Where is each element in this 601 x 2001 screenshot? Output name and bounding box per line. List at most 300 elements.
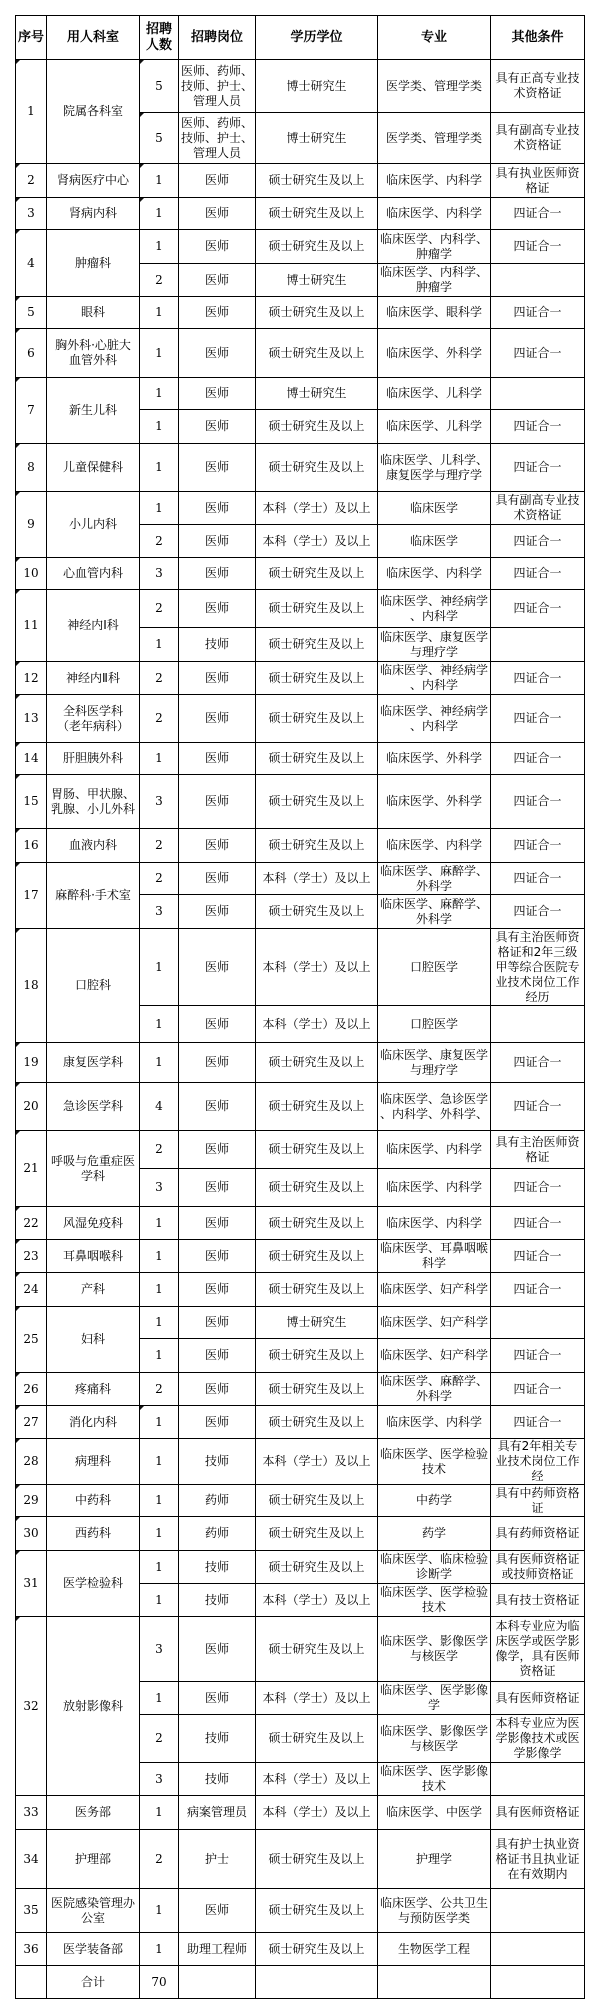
cell-major: 临床医学、康复医学与理疗学: [378, 628, 491, 662]
dept-text: 康复医学科: [62, 1055, 123, 1069]
cell-other: 四证合一: [491, 1207, 585, 1240]
cell-post: 药师: [179, 1485, 256, 1517]
cell-dept: [47, 558, 140, 590]
cell-major: 临床医学、内科学: [378, 558, 491, 590]
dept-text: 心血管内科: [62, 566, 123, 580]
dept-text: 肝胆胰外科: [62, 751, 123, 765]
cell-other: 具有药师资格证: [491, 1517, 585, 1551]
cell-education: 硕士研究生及以上: [256, 590, 378, 628]
table-row: [16, 775, 585, 829]
cell-major: 临床医学、内科学、肿瘤学: [378, 264, 491, 297]
cell-education: 博士研究生: [256, 378, 378, 410]
seq-text: 28: [23, 1454, 39, 1468]
cell-seq: [16, 1131, 47, 1207]
cell-dept: [47, 1551, 140, 1617]
cell-other: 四证合一: [491, 1339, 585, 1373]
cell-major: 中药学: [378, 1485, 491, 1517]
table-row: [16, 1830, 585, 1889]
cell-major: 临床医学、外科学: [378, 775, 491, 829]
table-row: [16, 230, 585, 264]
cell-post: 医师: [179, 410, 256, 444]
dept-text: 医学检验科: [62, 1576, 123, 1590]
cell-education: 博士研究生: [256, 264, 378, 297]
cell-major: 口腔医学: [378, 929, 491, 1006]
table-row: [16, 164, 585, 198]
cell-other: 四证合一: [491, 297, 585, 329]
dept-text: 眼科: [80, 305, 105, 319]
cell-marker-icon: [16, 863, 20, 867]
cell-education: 硕士研究生及以上: [256, 1517, 378, 1551]
cell-count: 1: [140, 1551, 179, 1584]
cell-seq: [16, 444, 47, 492]
cell-education: 硕士研究生及以上: [256, 1485, 378, 1517]
cell-education: 硕士研究生及以上: [256, 297, 378, 329]
table-row: [16, 558, 585, 590]
cell-dept: [47, 829, 140, 863]
cell-seq: [16, 1485, 47, 1517]
cell-marker-icon: [16, 198, 20, 202]
count-text: 1: [155, 173, 163, 187]
dept-text: 肾病医疗中心: [56, 173, 129, 187]
dept-text: 医学装备部: [62, 1941, 123, 1956]
cell-major: 临床医学、医学检验技术: [378, 1439, 491, 1485]
cell-major: [378, 1966, 491, 1999]
cell-major: 临床医学、影像医学与核医学: [378, 1715, 491, 1763]
cell-education: 博士研究生: [256, 113, 378, 164]
cell-education: 本科（学士）及以上: [256, 1439, 378, 1485]
dept-text: 疼痛科: [74, 1381, 111, 1396]
cell-post: 医师: [179, 743, 256, 775]
cell-marker-icon: [16, 1485, 20, 1489]
dept-text: 小儿内科: [68, 517, 117, 531]
table-row: [16, 829, 585, 863]
cell-count: [140, 198, 179, 230]
cell-major: 临床医学、康复医学与理疗学: [378, 1043, 491, 1083]
cell-major: 临床医学、中医学: [378, 1796, 491, 1830]
cell-seq: 36: [16, 1933, 47, 1966]
count-text: 1: [155, 206, 163, 220]
cell-major: 临床医学、儿科学: [378, 378, 491, 410]
header-dept: 用人科室: [47, 16, 140, 60]
cell-education: [256, 1966, 378, 1999]
cell-seq: [16, 829, 47, 863]
cell-major: 临床医学、内科学: [378, 1169, 491, 1207]
cell-other: 本科专业应为医学影像技术或医学影像学: [491, 1715, 585, 1763]
cell-education: 本科（学士）及以上: [256, 525, 378, 558]
cell-major: 临床医学: [378, 492, 491, 525]
cell-major: 临床医学、医学影像学: [378, 1682, 491, 1715]
cell-other: 四证合一: [491, 1406, 585, 1439]
cell-post: 医师: [179, 1169, 256, 1207]
cell-post: 医师: [179, 895, 256, 929]
cell-post: 医师、药师、技师、护士、管理人员: [179, 60, 256, 113]
cell-seq: [16, 1307, 47, 1373]
cell-other: 具有副高专业技术资格证: [491, 492, 585, 525]
cell-education: 硕士研究生及以上: [256, 1131, 378, 1169]
cell-count: 2: [140, 1373, 179, 1406]
cell-seq: [16, 378, 47, 444]
dept-text: 肿瘤科: [74, 255, 111, 270]
cell-major: 临床医学、内科学: [378, 1131, 491, 1169]
table-row: [16, 198, 585, 230]
cell-dept: [47, 929, 140, 1043]
cell-count: 2: [140, 829, 179, 863]
cell-count: 2: [140, 525, 179, 558]
cell-marker-icon: [16, 590, 20, 594]
cell-count: 2: [140, 695, 179, 743]
cell-seq: [16, 492, 47, 558]
cell-major: 临床医学、儿科学、康复医学与理疗学: [378, 444, 491, 492]
cell-post: 医师: [179, 525, 256, 558]
cell-count: 1: [140, 1273, 179, 1307]
cell-post: 医师: [179, 1083, 256, 1131]
cell-education: 本科（学士）及以上: [256, 1682, 378, 1715]
cell-major: 护理学: [378, 1830, 491, 1889]
table-row: [16, 863, 585, 895]
cell-education: 硕士研究生及以上: [256, 1889, 378, 1933]
table-row: [16, 1406, 585, 1439]
dept-text: 血液内科: [68, 838, 117, 852]
cell-other: 具有主治医师资格证和2年三级甲等综合医院专业技术岗位工作经历: [491, 929, 585, 1006]
cell-education: 硕士研究生及以上: [256, 1830, 378, 1889]
seq-text: 6: [27, 345, 35, 360]
table-row: [16, 60, 585, 113]
cell-count: 3: [140, 558, 179, 590]
cell-post: 医师: [179, 662, 256, 695]
cell-major: 生物医学工程: [378, 1933, 491, 1966]
dept-text: 神经内Ⅱ科: [66, 670, 120, 685]
cell-seq: [16, 1517, 47, 1551]
dept-text: 护理部: [74, 1851, 111, 1866]
seq-text: 31: [23, 1576, 39, 1590]
dept-text: 麻醉科·手术室: [55, 888, 131, 902]
cell-post: 医师: [179, 1207, 256, 1240]
cell-post: 技师: [179, 1584, 256, 1617]
cell-marker-icon: [16, 1273, 20, 1277]
dept-text: 胃肠、甲状腺、乳腺、小儿外科: [50, 786, 135, 816]
table-row: [16, 1083, 585, 1131]
header-count: 招聘人数: [140, 16, 179, 60]
cell-marker-icon: [16, 329, 20, 333]
cell-education: 硕士研究生及以上: [256, 1207, 378, 1240]
cell-marker-icon: [16, 558, 20, 562]
cell-marker-icon: [16, 743, 20, 747]
count-text: 5: [155, 130, 163, 145]
seq-text: 1: [27, 104, 35, 118]
cell-education: 硕士研究生及以上: [256, 444, 378, 492]
seq-text: 18: [23, 978, 39, 992]
cell-other: 四证合一: [491, 863, 585, 895]
seq-text: 16: [23, 838, 39, 852]
cell-education: 硕士研究生及以上: [256, 1715, 378, 1763]
cell-count: [140, 1406, 179, 1439]
table-row: [16, 1373, 585, 1406]
cell-education: 硕士研究生及以上: [256, 1339, 378, 1373]
cell-count: 2: [140, 863, 179, 895]
cell-post: 医师: [179, 1240, 256, 1273]
dept-text: 神经内Ⅰ科: [67, 618, 119, 632]
cell-seq: [16, 1373, 47, 1406]
dept-text: 耳鼻咽喉科: [62, 1248, 123, 1263]
cell-seq: [16, 1966, 47, 1999]
cell-other: [491, 1889, 585, 1933]
cell-other: 四证合一: [491, 1043, 585, 1083]
cell-major: 临床医学、公共卫生与预防医学类: [378, 1889, 491, 1933]
cell-seq: [16, 863, 47, 929]
cell-education: 硕士研究生及以上: [256, 1373, 378, 1406]
cell-post: 医师: [179, 230, 256, 264]
cell-dept: [47, 230, 140, 297]
cell-major: 临床医学、外科学: [378, 329, 491, 378]
cell-marker-icon: [140, 1406, 144, 1410]
cell-post: [179, 1966, 256, 1999]
cell-education: 硕士研究生及以上: [256, 895, 378, 929]
table-row: [16, 1207, 585, 1240]
table-row: [16, 1131, 585, 1169]
cell-post: 医师: [179, 164, 256, 198]
cell-education: 硕士研究生及以上: [256, 662, 378, 695]
cell-count: 1: [140, 444, 179, 492]
cell-education: 本科（学士）及以上: [256, 1796, 378, 1830]
cell-major: 临床医学、麻醉学、外科学: [378, 895, 491, 929]
cell-education: 硕士研究生及以上: [256, 558, 378, 590]
cell-education: 博士研究生: [256, 1307, 378, 1339]
cell-other: 四证合一: [491, 558, 585, 590]
cell-other: [491, 1933, 585, 1966]
cell-other: 四证合一: [491, 695, 585, 743]
cell-marker-icon: [16, 1043, 20, 1047]
cell-major: 临床医学、医学影像技术: [378, 1763, 491, 1796]
cell-post: 医师: [179, 1131, 256, 1169]
table-row: [16, 1889, 585, 1933]
cell-dept: [47, 492, 140, 558]
table-row: [16, 329, 585, 378]
cell-seq: [16, 1207, 47, 1240]
cell-post: 医师: [179, 297, 256, 329]
cell-count: 1: [140, 1339, 179, 1373]
cell-other: 四证合一: [491, 1273, 585, 1307]
seq-text: 30: [23, 1526, 39, 1540]
cell-dept: [47, 444, 140, 492]
cell-count: 2: [140, 1131, 179, 1169]
cell-count: 1: [140, 230, 179, 264]
cell-count: 2: [140, 1830, 179, 1889]
table-row: [16, 297, 585, 329]
cell-education: 本科（学士）及以上: [256, 1006, 378, 1043]
cell-major: 临床医学、眼科学: [378, 297, 491, 329]
cell-major: 临床医学、麻醉学、外科学: [378, 863, 491, 895]
cell-post: 医师: [179, 1006, 256, 1043]
cell-major: 临床医学、急诊医学、内科学、外科学、: [378, 1083, 491, 1131]
cell-dept: [47, 1933, 140, 1966]
cell-seq: [16, 1439, 47, 1485]
cell-education: 硕士研究生及以上: [256, 829, 378, 863]
cell-count: 3: [140, 895, 179, 929]
cell-marker-icon: [16, 297, 20, 301]
cell-other: 四证合一: [491, 775, 585, 829]
seq-text: 26: [23, 1381, 39, 1396]
cell-count: 1: [140, 410, 179, 444]
cell-post: 医师: [179, 444, 256, 492]
cell-count: 3: [140, 775, 179, 829]
cell-post: 医师: [179, 929, 256, 1006]
cell-other: 具有医师资格证: [491, 1682, 585, 1715]
cell-count: 1: [140, 1796, 179, 1830]
seq-text: 27: [23, 1414, 39, 1429]
cell-post: 技师: [179, 1551, 256, 1584]
cell-post: 医师: [179, 590, 256, 628]
cell-major: 临床医学、影像医学与核医学: [378, 1617, 491, 1682]
cell-other: 本科专业应为临床医学或医学影像学，具有医师资格证: [491, 1617, 585, 1682]
dept-text: 西药科: [74, 1526, 111, 1540]
cell-post: 医师: [179, 1406, 256, 1439]
cell-dept: [47, 1043, 140, 1083]
cell-education: 本科（学士）及以上: [256, 929, 378, 1006]
cell-marker-icon: [16, 775, 20, 779]
cell-count: 3: [140, 1617, 179, 1682]
table-row: [16, 378, 585, 410]
cell-post: 病案管理员: [179, 1796, 256, 1830]
seq-text: 29: [23, 1493, 39, 1507]
cell-education: 硕士研究生及以上: [256, 775, 378, 829]
cell-other: [491, 1763, 585, 1796]
cell-count: 1: [140, 1043, 179, 1083]
dept-text: 儿童保健科: [62, 460, 123, 474]
seq-text: 32: [23, 1698, 39, 1713]
recruitment-table: [15, 15, 585, 1999]
cell-marker-icon: [16, 829, 20, 833]
cell-count: 1: [140, 1517, 179, 1551]
cell-marker-icon: [16, 1439, 20, 1443]
cell-count: 3: [140, 1169, 179, 1207]
cell-dept: [47, 743, 140, 775]
cell-post: 药师: [179, 1517, 256, 1551]
cell-dept: [47, 1083, 140, 1131]
cell-seq: [16, 1406, 47, 1439]
dept-text: 放射影像科: [62, 1698, 123, 1713]
cell-seq: [16, 1273, 47, 1307]
cell-seq: [16, 695, 47, 743]
cell-major: 临床医学: [378, 525, 491, 558]
cell-marker-icon: [16, 1131, 20, 1135]
cell-post: 医师: [179, 1043, 256, 1083]
cell-count: 4: [140, 1083, 179, 1131]
cell-marker-icon: [16, 1551, 20, 1555]
cell-dept: [47, 1131, 140, 1207]
dept-text: 呼吸与危重症医学科: [50, 1153, 135, 1183]
dept-text: 消化内科: [68, 1414, 117, 1429]
cell-dept: [47, 1830, 140, 1889]
cell-other: 具有技士资格证: [491, 1584, 585, 1617]
cell-dept: [47, 164, 140, 198]
cell-education: 硕士研究生及以上: [256, 1169, 378, 1207]
cell-marker-icon: [16, 1406, 20, 1410]
cell-seq: [16, 590, 47, 662]
count-text: 1: [155, 1414, 163, 1429]
cell-dept: [47, 662, 140, 695]
cell-marker-icon: [16, 60, 20, 64]
table-row: [16, 1796, 585, 1830]
seq-text: 17: [23, 888, 39, 902]
cell-education: 本科（学士）及以上: [256, 863, 378, 895]
cell-count: 2: [140, 1715, 179, 1763]
count-text: 5: [155, 78, 163, 93]
cell-post: 医师: [179, 695, 256, 743]
cell-other: [491, 1006, 585, 1043]
cell-other: 四证合一: [491, 895, 585, 929]
dept-text: 院属各科室: [62, 104, 123, 118]
cell-other: 四证合一: [491, 198, 585, 230]
table-row: [16, 1273, 585, 1307]
header-row: [16, 16, 585, 60]
table-row: [16, 492, 585, 525]
cell-post: 技师: [179, 1715, 256, 1763]
cell-count: 1: [140, 492, 179, 525]
cell-dept: [47, 198, 140, 230]
seq-text: 10: [23, 566, 39, 580]
cell-other: 四证合一: [491, 590, 585, 628]
cell-count: 1: [140, 1889, 179, 1933]
cell-major: 临床医学、耳鼻咽喉科学: [378, 1240, 491, 1273]
cell-seq: [16, 198, 47, 230]
cell-other: 具有副高专业技术资格证: [491, 113, 585, 164]
cell-seq: [16, 297, 47, 329]
cell-marker-icon: [16, 662, 20, 666]
cell-major: 临床医学、内科学: [378, 198, 491, 230]
cell-count: 1: [140, 743, 179, 775]
cell-education: 硕士研究生及以上: [256, 695, 378, 743]
cell-education: 硕士研究生及以上: [256, 410, 378, 444]
cell-dept: [47, 1406, 140, 1439]
cell-marker-icon: [16, 1240, 20, 1244]
table-row: [16, 1307, 585, 1339]
header-other: 其他条件: [491, 16, 585, 60]
cell-marker-icon: [140, 60, 144, 64]
cell-other: 四证合一: [491, 662, 585, 695]
dept-text: 产科: [80, 1282, 105, 1296]
dept-text: 全科医学科（老年病科）: [56, 703, 129, 733]
seq-text: 5: [27, 305, 35, 319]
dept-text: 急诊医学科: [62, 1099, 123, 1113]
cell-count: 1: [140, 1207, 179, 1240]
cell-count: 1: [140, 1439, 179, 1485]
cell-dept: [47, 1240, 140, 1273]
cell-marker-icon: [16, 1083, 20, 1087]
cell-other: 四证合一: [491, 1240, 585, 1273]
cell-post: 医师: [179, 1889, 256, 1933]
cell-post: 医师: [179, 1273, 256, 1307]
cell-other: 四证合一: [491, 329, 585, 378]
seq-text: 21: [23, 1161, 39, 1175]
cell-other: 具有2年相关专业技术岗位工作经: [491, 1439, 585, 1485]
cell-dept: [47, 1796, 140, 1830]
dept-text: 口腔科: [74, 978, 111, 992]
cell-seq: [16, 230, 47, 297]
cell-marker-icon: [140, 113, 144, 117]
cell-post: 医师: [179, 558, 256, 590]
cell-seq: [16, 1083, 47, 1131]
cell-marker-icon: [16, 492, 20, 496]
cell-major: 临床医学、神经病学、内科学: [378, 590, 491, 628]
table-row: [16, 1517, 585, 1551]
dept-text: 胸外科·心脏大血管外科: [55, 338, 131, 367]
seq-text: 11: [23, 618, 39, 632]
cell-seq: [16, 164, 47, 198]
cell-other: 具有护士执业资格证书且执业证在有效期内: [491, 1830, 585, 1889]
dept-text: 中药科: [74, 1493, 111, 1507]
cell-other: 四证合一: [491, 230, 585, 264]
cell-other: 具有医师资格证或技师资格证: [491, 1551, 585, 1584]
